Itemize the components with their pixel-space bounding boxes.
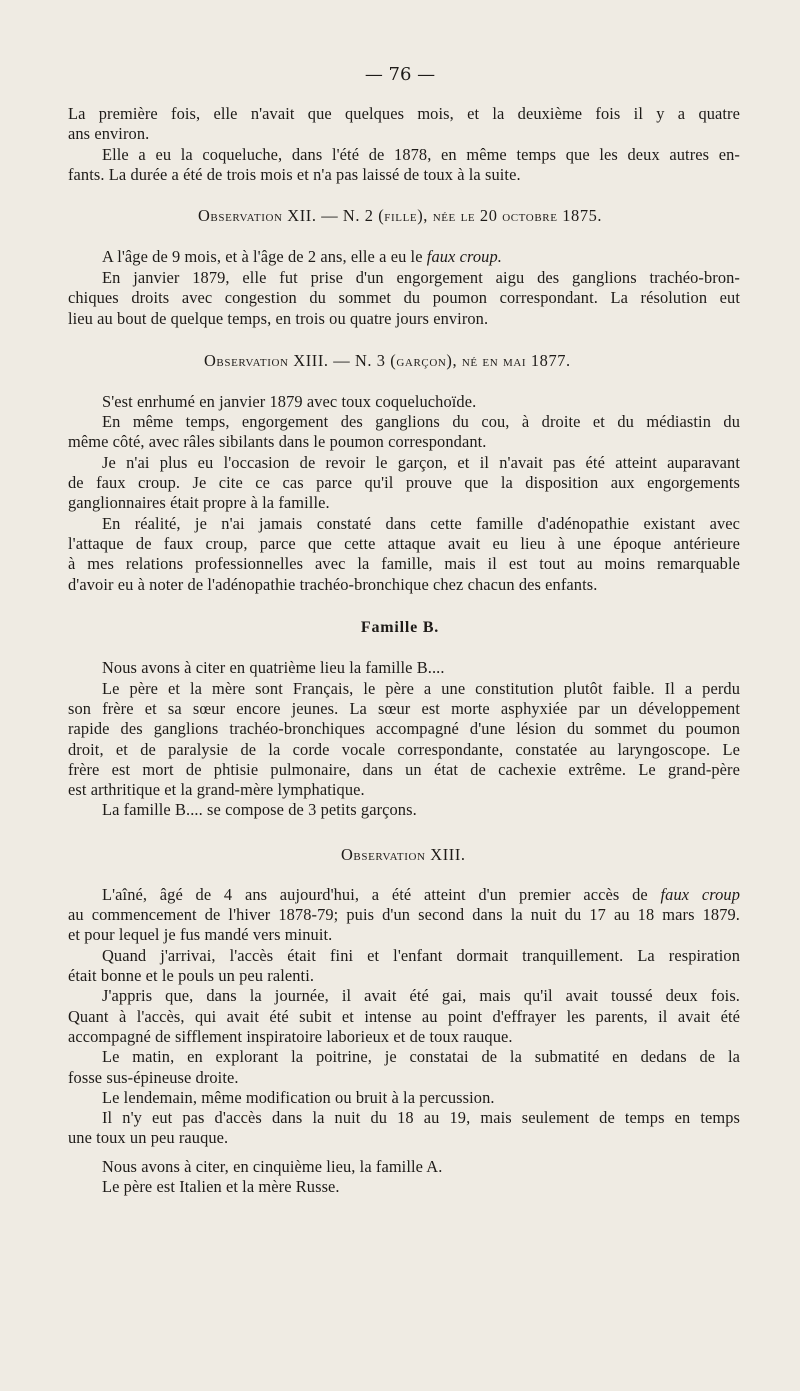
section-heading: Famille B. bbox=[360, 619, 440, 636]
text-line: l'attaque de faux croup, parce que cette attaque avait eu lieu à une époque antérieure bbox=[68, 534, 740, 553]
text-line: Il n'y eut pas d'accès dans la nuit du 18 au 19, mais seulement de temps en temps bbox=[102, 1108, 740, 1127]
text-line: frère est mort de phtisie pulmonaire, dans un état de cachexie extrême. Le grand-père bbox=[68, 760, 740, 779]
text-line: d'avoir eu à noter de l'adénopathie trachéo-bronchique chez chacun des enfants. bbox=[68, 575, 598, 594]
text-line: ganglionnaires était propre à la famille. bbox=[68, 493, 330, 512]
text-line: S'est enrhumé en janvier 1879 avec toux coqueluchoïde. bbox=[102, 392, 477, 411]
text-line: au commencement de l'hiver 1878-79; puis d'un second dans la nuit du 17 au 18 mars 1879. bbox=[68, 905, 740, 924]
text-line: était bonne et le pouls un peu ralenti. bbox=[68, 966, 315, 985]
text-line: Le matin, en explorant la poitrine, je constatai de la submatité en dedans de la bbox=[102, 1047, 740, 1066]
text-line: à mes relations professionnelles avec la famille, mais il est tout au moins remarquable bbox=[68, 554, 740, 573]
text-line: Le père et la mère sont Français, le père a une constitution plutôt faible. Il a perdu bbox=[102, 679, 740, 698]
text-line: En janvier 1879, elle fut prise d'un engorgement aigu des ganglions trachéo-bron- bbox=[102, 268, 740, 287]
text-line: une toux un peu rauque. bbox=[68, 1128, 229, 1147]
text-line: fants. La durée a été de trois mois et n'a pas laissé de toux à la suite. bbox=[68, 165, 521, 184]
line-segment: A l'âge de 9 mois, et à l'âge de 2 ans, elle a eu le bbox=[102, 247, 423, 266]
text-line: fosse sus-épineuse droite. bbox=[68, 1068, 239, 1087]
text-line: accompagné de sifflement inspiratoire laborieux et de toux rauque. bbox=[68, 1027, 513, 1046]
text-line bbox=[102, 885, 740, 905]
observation-heading: Observation XII. — N. 2 (fille), née le 20 octobre 1875. bbox=[198, 206, 603, 225]
text-line: Elle a eu la coqueluche, dans l'été de 1878, en même temps que les deux autres en- bbox=[102, 145, 740, 164]
text-line: lieu au bout de quelque temps, en trois ou quatre jours environ. bbox=[68, 309, 489, 328]
text-line: est arthritique et la grand-mère lymphatique. bbox=[68, 780, 365, 799]
text-line: En même temps, engorgement des ganglions du cou, à droite et du médiastin du bbox=[102, 412, 740, 431]
line-segment: L'aîné, âgé de 4 ans aujourd'hui, a été atteint d'un premier accès de bbox=[102, 885, 648, 904]
text-line: et pour lequel je fus mandé vers minuit. bbox=[68, 925, 333, 944]
text-line: ans environ. bbox=[68, 124, 150, 143]
text-line: chiques droits avec congestion du sommet du poumon correspondant. La résolution eut bbox=[68, 288, 740, 307]
text-line: La famille B.... se compose de 3 petits garçons. bbox=[102, 800, 417, 819]
observation-heading: Observation XIII. — N. 3 (garçon), né en mai 1877. bbox=[204, 351, 571, 370]
text-line: droit, et de paralysie de la corde vocale correspondante, constatée au laryngoscope. Le bbox=[68, 740, 740, 759]
italic-term: faux croup bbox=[660, 885, 740, 904]
text-line: même côté, avec râles sibilants dans le poumon correspondant. bbox=[68, 432, 487, 451]
text-line: Quant à l'accès, qui avait été subit et intense au point d'effrayer les parents, il avait été bbox=[68, 1007, 740, 1026]
text-line: En réalité, je n'ai jamais constaté dans cette famille d'adénopathie existant avec bbox=[102, 514, 740, 533]
text-line: Le lendemain, même modification ou bruit à la percussion. bbox=[102, 1088, 495, 1107]
text-line: Quand j'arrivai, l'accès était fini et l'enfant dormait tranquillement. La respiration bbox=[102, 946, 740, 965]
text-line: de faux croup. Je cite ce cas parce qu'il prouve que la disposition aux engorgements bbox=[68, 473, 740, 492]
text-line bbox=[102, 247, 502, 267]
page-number: — 76 — bbox=[364, 64, 436, 85]
text-line: Le père est Italien et la mère Russe. bbox=[102, 1177, 340, 1196]
text-line: J'appris que, dans la journée, il avait été gai, mais qu'il avait toussé deux fois. bbox=[102, 986, 740, 1005]
text-line: rapide des ganglions trachéo-bronchiques accompagné d'une lésion du sommet du poumon bbox=[68, 719, 740, 738]
text-line: Je n'ai plus eu l'occasion de revoir le garçon, et il n'avait pas été atteint auparavant bbox=[102, 453, 740, 472]
text-line: son frère et sa sœur encore jeunes. La sœur est morte asphyxiée par un développement bbox=[68, 699, 740, 718]
observation-heading: Observation XIII. bbox=[341, 845, 466, 864]
text-line: Nous avons à citer, en cinquième lieu, la famille A. bbox=[102, 1157, 443, 1176]
text-line: Nous avons à citer en quatrième lieu la famille B.... bbox=[102, 658, 445, 677]
italic-term: faux croup. bbox=[426, 247, 502, 266]
text-line: La première fois, elle n'avait que quelques mois, et la deuxième fois il y a quatre bbox=[68, 104, 740, 123]
